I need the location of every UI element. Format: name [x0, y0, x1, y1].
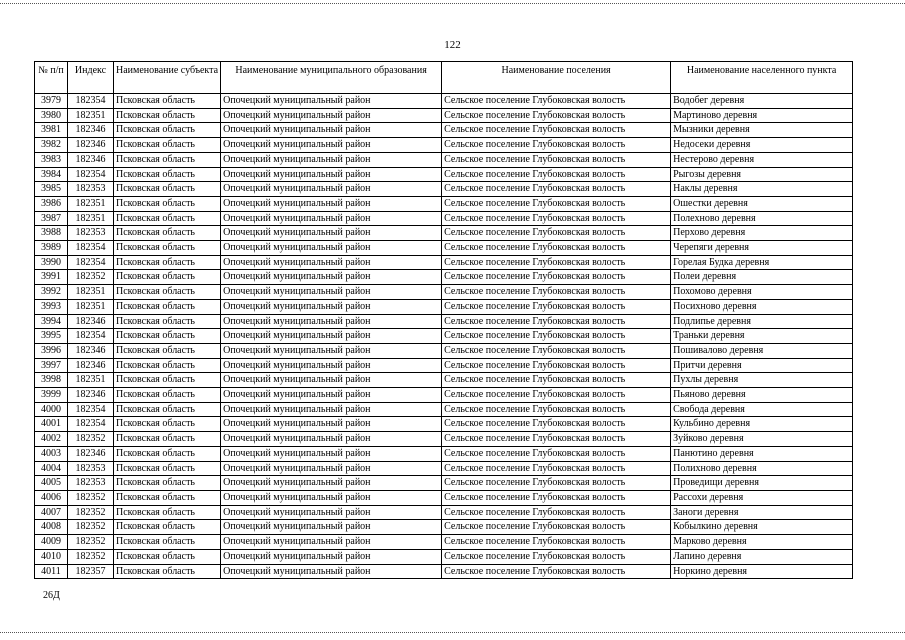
cell-subject: Псковская область — [114, 314, 221, 329]
cell-municipal: Опочецкий муниципальный район — [221, 358, 442, 373]
table-row — [35, 461, 853, 476]
cell-subject: Псковская область — [114, 196, 221, 211]
cell-subject: Псковская область — [114, 182, 221, 197]
table-row — [35, 490, 853, 505]
cell-num: 3993 — [35, 299, 68, 314]
cell-num: 4004 — [35, 461, 68, 476]
cell-index: 182351 — [68, 373, 114, 388]
table-row — [35, 417, 853, 432]
cell-municipal: Опочецкий муниципальный район — [221, 285, 442, 300]
table-row — [35, 285, 853, 300]
cell-index: 182346 — [68, 388, 114, 403]
cell-index: 182354 — [68, 329, 114, 344]
cell-municipal: Опочецкий муниципальный район — [221, 108, 442, 123]
cell-municipal: Опочецкий муниципальный район — [221, 329, 442, 344]
table-row — [35, 549, 853, 564]
cell-num: 4008 — [35, 520, 68, 535]
cell-settlement: Сельское поселение Глубоковская волость — [442, 432, 671, 447]
cell-num: 3983 — [35, 152, 68, 167]
table-row — [35, 196, 853, 211]
cell-subject: Псковская область — [114, 211, 221, 226]
table-row — [35, 241, 853, 256]
cell-settlement: Сельское поселение Глубоковская волость — [442, 564, 671, 579]
cell-settlement: Сельское поселение Глубоковская волость — [442, 108, 671, 123]
cell-index: 182353 — [68, 182, 114, 197]
cell-index: 182353 — [68, 226, 114, 241]
cell-settlement: Сельское поселение Глубоковская волость — [442, 167, 671, 182]
cell-locality: Полеи деревня — [671, 270, 853, 285]
cell-municipal: Опочецкий муниципальный район — [221, 167, 442, 182]
cell-subject: Псковская область — [114, 535, 221, 550]
cell-subject: Псковская область — [114, 167, 221, 182]
cell-subject: Псковская область — [114, 432, 221, 447]
cell-subject: Псковская область — [114, 388, 221, 403]
cell-municipal: Опочецкий муниципальный район — [221, 314, 442, 329]
cell-locality: Притчи деревня — [671, 358, 853, 373]
cell-settlement: Сельское поселение Глубоковская волость — [442, 549, 671, 564]
cell-locality: Посихново деревня — [671, 299, 853, 314]
cell-municipal: Опочецкий муниципальный район — [221, 535, 442, 550]
cell-subject: Псковская область — [114, 226, 221, 241]
cell-index: 182354 — [68, 255, 114, 270]
cell-settlement: Сельское поселение Глубоковская волость — [442, 299, 671, 314]
table-row — [35, 564, 853, 579]
cell-num: 4009 — [35, 535, 68, 550]
cell-locality: Мартиново деревня — [671, 108, 853, 123]
cell-locality: Похомово деревня — [671, 285, 853, 300]
cell-municipal: Опочецкий муниципальный район — [221, 343, 442, 358]
cell-num: 3986 — [35, 196, 68, 211]
cell-locality: Горелая Будка деревня — [671, 255, 853, 270]
cell-locality: Зуйково деревня — [671, 432, 853, 447]
cell-index: 182354 — [68, 417, 114, 432]
table-row — [35, 329, 853, 344]
cell-subject: Псковская область — [114, 270, 221, 285]
cell-subject: Псковская область — [114, 505, 221, 520]
header-num: № п/п — [35, 62, 68, 94]
cell-index: 182352 — [68, 505, 114, 520]
cell-locality: Норкино деревня — [671, 564, 853, 579]
cell-municipal: Опочецкий муниципальный район — [221, 255, 442, 270]
cell-num: 4003 — [35, 446, 68, 461]
header-municipal: Наименование муниципального образования — [221, 62, 442, 94]
table-header-row — [35, 62, 853, 94]
cell-municipal: Опочецкий муниципальный район — [221, 270, 442, 285]
cell-settlement: Сельское поселение Глубоковская волость — [442, 388, 671, 403]
cell-locality: Панютино деревня — [671, 446, 853, 461]
footer-code: 26Д — [43, 590, 60, 601]
cell-settlement: Сельское поселение Глубоковская волость — [442, 182, 671, 197]
cell-locality: Перхово деревня — [671, 226, 853, 241]
cell-subject: Псковская область — [114, 402, 221, 417]
table-row — [35, 402, 853, 417]
cell-municipal: Опочецкий муниципальный район — [221, 432, 442, 447]
cell-index: 182351 — [68, 299, 114, 314]
cell-locality: Свобода деревня — [671, 402, 853, 417]
cell-settlement: Сельское поселение Глубоковская волость — [442, 329, 671, 344]
table-row — [35, 314, 853, 329]
cell-settlement: Сельское поселение Глубоковская волость — [442, 94, 671, 109]
cell-settlement: Сельское поселение Глубоковская волость — [442, 226, 671, 241]
cell-settlement: Сельское поселение Глубоковская волость — [442, 446, 671, 461]
cell-settlement: Сельское поселение Глубоковская волость — [442, 196, 671, 211]
cell-num: 3985 — [35, 182, 68, 197]
cell-municipal: Опочецкий муниципальный район — [221, 241, 442, 256]
cell-municipal: Опочецкий муниципальный район — [221, 182, 442, 197]
table-row — [35, 167, 853, 182]
cell-municipal: Опочецкий муниципальный район — [221, 373, 442, 388]
cell-municipal: Опочецкий муниципальный район — [221, 299, 442, 314]
cell-num: 3980 — [35, 108, 68, 123]
cell-num: 3981 — [35, 123, 68, 138]
cell-num: 3997 — [35, 358, 68, 373]
cell-index: 182353 — [68, 461, 114, 476]
cell-locality: Полехново деревня — [671, 211, 853, 226]
cell-num: 4007 — [35, 505, 68, 520]
settlements-table — [34, 61, 853, 579]
cell-num: 4010 — [35, 549, 68, 564]
cell-index: 182352 — [68, 270, 114, 285]
cell-subject: Псковская область — [114, 520, 221, 535]
table-row — [35, 343, 853, 358]
cell-num: 3994 — [35, 314, 68, 329]
cell-num: 3996 — [35, 343, 68, 358]
cell-subject: Псковская область — [114, 255, 221, 270]
cell-settlement: Сельское поселение Глубоковская волость — [442, 358, 671, 373]
cell-num: 3979 — [35, 94, 68, 109]
table-row — [35, 432, 853, 447]
cell-index: 182354 — [68, 402, 114, 417]
cell-settlement: Сельское поселение Глубоковская волость — [442, 402, 671, 417]
cell-locality: Нестерово деревня — [671, 152, 853, 167]
cell-settlement: Сельское поселение Глубоковская волость — [442, 285, 671, 300]
cell-num: 3991 — [35, 270, 68, 285]
header-subject: Наименование субъекта — [114, 62, 221, 94]
cell-municipal: Опочецкий муниципальный район — [221, 446, 442, 461]
cell-subject: Псковская область — [114, 476, 221, 491]
cell-index: 182351 — [68, 108, 114, 123]
cell-municipal: Опочецкий муниципальный район — [221, 402, 442, 417]
cell-settlement: Сельское поселение Глубоковская волость — [442, 270, 671, 285]
cell-subject: Псковская область — [114, 299, 221, 314]
cell-subject: Псковская область — [114, 123, 221, 138]
cell-municipal: Опочецкий муниципальный район — [221, 520, 442, 535]
cell-locality: Кобылкино деревня — [671, 520, 853, 535]
cell-index: 182346 — [68, 446, 114, 461]
cell-locality: Кульбино деревня — [671, 417, 853, 432]
cell-settlement: Сельское поселение Глубоковская волость — [442, 535, 671, 550]
cell-subject: Псковская область — [114, 564, 221, 579]
cell-locality: Траньки деревня — [671, 329, 853, 344]
scan-edge-bottom — [0, 632, 905, 633]
cell-locality: Недосеки деревня — [671, 138, 853, 153]
cell-num: 3992 — [35, 285, 68, 300]
cell-municipal: Опочецкий муниципальный район — [221, 152, 442, 167]
cell-index: 182352 — [68, 520, 114, 535]
cell-subject: Псковская область — [114, 152, 221, 167]
cell-municipal: Опочецкий муниципальный район — [221, 196, 442, 211]
cell-num: 3987 — [35, 211, 68, 226]
table-row — [35, 535, 853, 550]
table-row — [35, 108, 853, 123]
cell-locality: Рыгозы деревня — [671, 167, 853, 182]
cell-locality: Пьяново деревня — [671, 388, 853, 403]
cell-index: 182346 — [68, 358, 114, 373]
cell-settlement: Сельское поселение Глубоковская волость — [442, 520, 671, 535]
cell-num: 3995 — [35, 329, 68, 344]
cell-index: 182346 — [68, 123, 114, 138]
cell-subject: Псковская область — [114, 358, 221, 373]
cell-index: 182351 — [68, 211, 114, 226]
cell-settlement: Сельское поселение Глубоковская волость — [442, 211, 671, 226]
cell-settlement: Сельское поселение Глубоковская волость — [442, 255, 671, 270]
cell-subject: Псковская область — [114, 285, 221, 300]
cell-num: 3998 — [35, 373, 68, 388]
table-row — [35, 358, 853, 373]
cell-num: 4005 — [35, 476, 68, 491]
cell-municipal: Опочецкий муниципальный район — [221, 490, 442, 505]
cell-locality: Проведищи деревня — [671, 476, 853, 491]
cell-settlement: Сельское поселение Глубоковская волость — [442, 343, 671, 358]
cell-index: 182354 — [68, 94, 114, 109]
table-row — [35, 182, 853, 197]
cell-subject: Псковская область — [114, 138, 221, 153]
cell-subject: Псковская область — [114, 329, 221, 344]
cell-num: 4002 — [35, 432, 68, 447]
cell-locality: Мызники деревня — [671, 123, 853, 138]
cell-index: 182351 — [68, 196, 114, 211]
cell-num: 3988 — [35, 226, 68, 241]
cell-settlement: Сельское поселение Глубоковская волость — [442, 314, 671, 329]
table-row — [35, 505, 853, 520]
header-index: Индекс — [68, 62, 114, 94]
cell-subject: Псковская область — [114, 94, 221, 109]
cell-municipal: Опочецкий муниципальный район — [221, 388, 442, 403]
cell-num: 4006 — [35, 490, 68, 505]
cell-index: 182346 — [68, 314, 114, 329]
table-row — [35, 138, 853, 153]
cell-locality: Наклы деревня — [671, 182, 853, 197]
table-row — [35, 255, 853, 270]
cell-subject: Псковская область — [114, 343, 221, 358]
cell-subject: Псковская область — [114, 549, 221, 564]
cell-settlement: Сельское поселение Глубоковская волость — [442, 241, 671, 256]
cell-subject: Псковская область — [114, 373, 221, 388]
cell-index: 182352 — [68, 432, 114, 447]
cell-settlement: Сельское поселение Глубоковская волость — [442, 461, 671, 476]
cell-num: 3989 — [35, 241, 68, 256]
cell-index: 182354 — [68, 241, 114, 256]
table-body — [35, 94, 853, 579]
cell-municipal: Опочецкий муниципальный район — [221, 211, 442, 226]
cell-municipal: Опочецкий муниципальный район — [221, 549, 442, 564]
cell-locality: Рассохи деревня — [671, 490, 853, 505]
cell-index: 182346 — [68, 152, 114, 167]
cell-municipal: Опочецкий муниципальный район — [221, 226, 442, 241]
cell-index: 182352 — [68, 549, 114, 564]
cell-num: 3999 — [35, 388, 68, 403]
table-row — [35, 270, 853, 285]
cell-settlement: Сельское поселение Глубоковская волость — [442, 373, 671, 388]
cell-settlement: Сельское поселение Глубоковская волость — [442, 123, 671, 138]
cell-locality: Полихново деревня — [671, 461, 853, 476]
cell-locality: Лапино деревня — [671, 549, 853, 564]
table-row — [35, 152, 853, 167]
cell-index: 182353 — [68, 476, 114, 491]
cell-locality: Пухлы деревня — [671, 373, 853, 388]
table-row — [35, 299, 853, 314]
cell-locality: Водобег деревня — [671, 94, 853, 109]
header-settlement: Наименование поселения — [442, 62, 671, 94]
cell-index: 182346 — [68, 343, 114, 358]
table-row — [35, 373, 853, 388]
cell-municipal: Опочецкий муниципальный район — [221, 505, 442, 520]
cell-subject: Псковская область — [114, 108, 221, 123]
cell-locality: Пошивалово деревня — [671, 343, 853, 358]
cell-index: 182352 — [68, 490, 114, 505]
cell-municipal: Опочецкий муниципальный район — [221, 461, 442, 476]
cell-subject: Псковская область — [114, 417, 221, 432]
cell-settlement: Сельское поселение Глубоковская волость — [442, 152, 671, 167]
table-row — [35, 226, 853, 241]
cell-settlement: Сельское поселение Глубоковская волость — [442, 476, 671, 491]
cell-subject: Псковская область — [114, 241, 221, 256]
cell-subject: Псковская область — [114, 490, 221, 505]
table-row — [35, 94, 853, 109]
cell-settlement: Сельское поселение Глубоковская волость — [442, 138, 671, 153]
cell-subject: Псковская область — [114, 446, 221, 461]
cell-locality: Марково деревня — [671, 535, 853, 550]
cell-municipal: Опочецкий муниципальный район — [221, 123, 442, 138]
cell-locality: Ошестки деревня — [671, 196, 853, 211]
table-row — [35, 476, 853, 491]
table-row — [35, 388, 853, 403]
header-locality: Наименование населенного пункта — [671, 62, 853, 94]
cell-index: 182357 — [68, 564, 114, 579]
cell-locality: Черепяги деревня — [671, 241, 853, 256]
cell-num: 4011 — [35, 564, 68, 579]
cell-num: 3984 — [35, 167, 68, 182]
cell-num: 3990 — [35, 255, 68, 270]
table-row — [35, 520, 853, 535]
cell-locality: Заноги деревня — [671, 505, 853, 520]
cell-municipal: Опочецкий муниципальный район — [221, 138, 442, 153]
cell-municipal: Опочецкий муниципальный район — [221, 476, 442, 491]
cell-municipal: Опочецкий муниципальный район — [221, 417, 442, 432]
cell-settlement: Сельское поселение Глубоковская волость — [442, 490, 671, 505]
cell-num: 4000 — [35, 402, 68, 417]
cell-index: 182354 — [68, 167, 114, 182]
cell-index: 182346 — [68, 138, 114, 153]
table-row — [35, 446, 853, 461]
cell-subject: Псковская область — [114, 461, 221, 476]
table-row — [35, 211, 853, 226]
cell-settlement: Сельское поселение Глубоковская волость — [442, 505, 671, 520]
cell-num: 4001 — [35, 417, 68, 432]
cell-index: 182351 — [68, 285, 114, 300]
page-number: 122 — [444, 39, 461, 51]
cell-settlement: Сельское поселение Глубоковская волость — [442, 417, 671, 432]
cell-index: 182352 — [68, 535, 114, 550]
cell-num: 3982 — [35, 138, 68, 153]
scan-edge-top — [0, 3, 905, 4]
table-row — [35, 123, 853, 138]
cell-municipal: Опочецкий муниципальный район — [221, 94, 442, 109]
cell-municipal: Опочецкий муниципальный район — [221, 564, 442, 579]
cell-locality: Подлипье деревня — [671, 314, 853, 329]
